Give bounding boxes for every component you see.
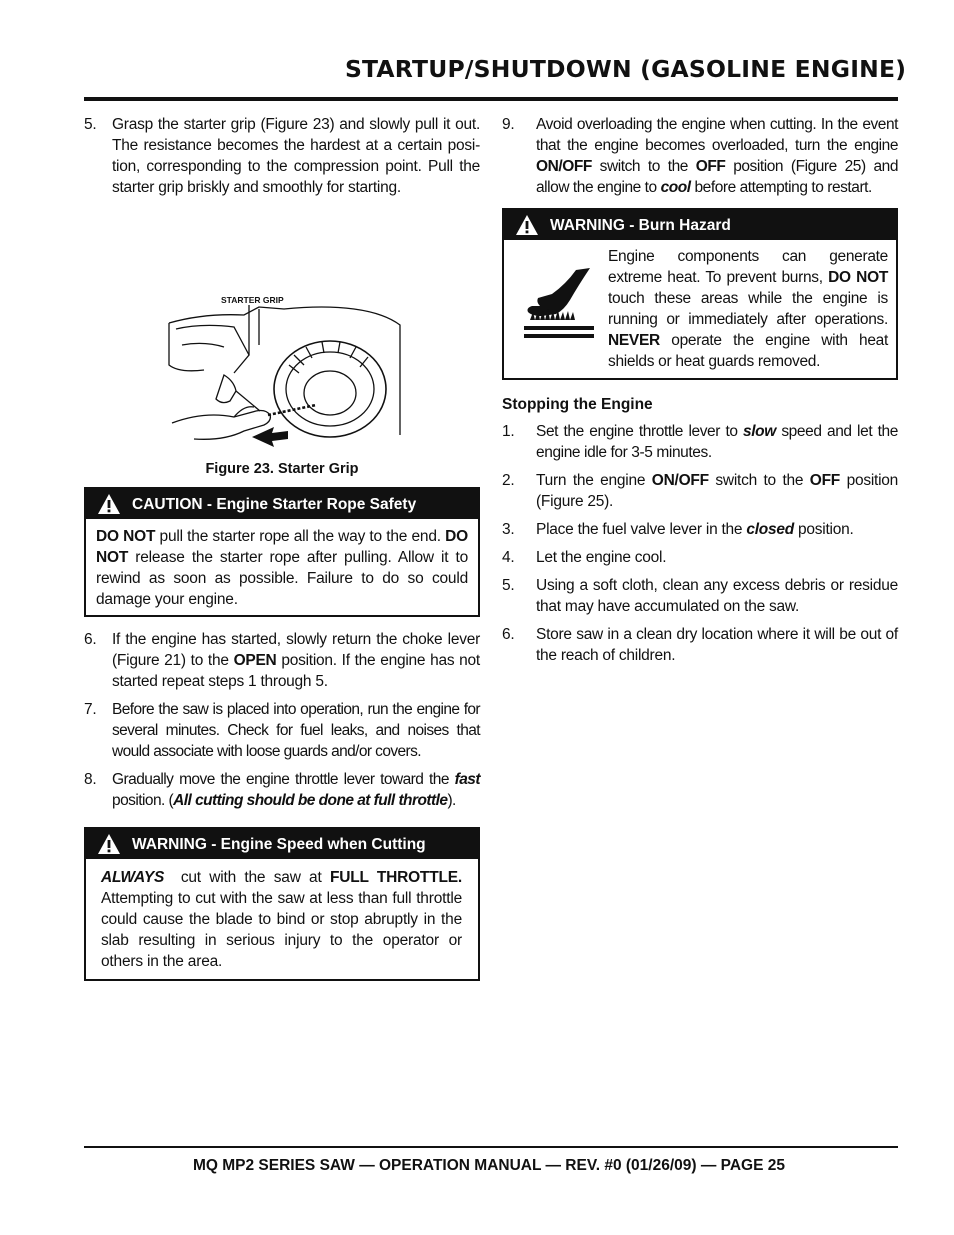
step-number: 5. (84, 116, 97, 133)
right-column (502, 114, 898, 673)
stop-step-5: 5. Using a soft cloth, clean any excess debris or residue that may have accumulated on the saw. (502, 577, 898, 615)
stop-step-6: 6. Store saw in a clean dry location where it will be out of the reach of children. (502, 626, 898, 664)
section-heading: Stopping the Engine (502, 396, 653, 413)
step-8: 8. Gradually move the engine throttle lever toward the fast position. (All cutting should be done at full throttle). (84, 771, 480, 809)
burn-warning-title: WARNING - Burn Hazard (550, 216, 731, 234)
speed-warning-box (84, 827, 480, 981)
starter-grip-illustration (84, 205, 480, 455)
stop-step-2: 2. Turn the engine ON/OFF switch to the OFF position (Figure 25). (502, 472, 898, 510)
step-6: 6. If the engine has started, slowly return the choke lever (Figure 21) to the OPEN position. If the engine has not started repeat steps 1 through 5. (84, 631, 480, 690)
page-title: STARTUP/SHUTDOWN (GASOLINE ENGINE) (344, 57, 907, 83)
figure-caption: Figure 23. Starter Grip (205, 461, 359, 477)
caution-header (86, 489, 478, 519)
hot-surface-hand-icon (508, 246, 608, 372)
left-column (84, 114, 480, 993)
warning-triangle-icon (504, 214, 550, 236)
step-9: 9. Avoid overloading the engine when cutting. In the event that the engine becomes overloaded, turn the engine ON/OFF switch to the OFF position (Figure 25) and allow the engine to cool before attempting to restart. (502, 116, 899, 196)
speed-warning-header (86, 829, 478, 859)
warning-triangle-icon (86, 833, 132, 855)
warning-triangle-icon (86, 493, 132, 515)
title-rule (84, 97, 898, 101)
speed-warning-text: ALWAYS cut with the saw at FULL THROTTLE. Attempting to cut with the saw at less than full throttle could cause the blade to bind or stop abruptly in the slab resulting in serious injury to the operator or others in the area. (101, 869, 462, 970)
burn-warning-text: Engine components can generate extreme heat. To prevent burns, DO NOT touch these areas while the engine is running or immediately after operations. NEVER operate the engine with heat shields or heat guards removed. (608, 248, 888, 370)
figure-label: STARTER GRIP (221, 295, 284, 305)
step-5 (84, 114, 480, 198)
stop-step-4: 4. Let the engine cool. (502, 549, 667, 566)
burn-warning-header (504, 210, 896, 240)
stop-step-3: 3. Place the fuel valve lever in the closed position. (502, 521, 854, 538)
step-text: Grasp the starter grip (Figure 23) and slowly pull it out. The resistance becomes the hardest at a certain posi-tion, corresponding to the compression point. Pull the starter grip briskly and smoothly for starting. (112, 116, 480, 196)
caution-text: DO NOT pull the starter rope all the way to the end. DO NOT release the starter rope after pulling. Allow it to rewind as soon as possible. Failure to do so could damage your engine. (96, 528, 468, 608)
stop-step-1: 1. Set the engine throttle lever to slow speed and let the engine idle for 3-5 minutes. (502, 423, 899, 461)
burn-warning-box (502, 208, 898, 380)
footer-rule (84, 1146, 898, 1148)
caution-title: CAUTION - Engine Starter Rope Safety (132, 495, 417, 513)
caution-box (84, 487, 480, 617)
speed-warning-title: WARNING - Engine Speed when Cutting (132, 835, 426, 853)
starter-grip-figure (84, 205, 480, 477)
page-footer: MQ MP2 SERIES SAW — OPERATION MANUAL — REV. #0 (01/26/09) — PAGE 25 (192, 1157, 785, 1174)
step-7: 7. Before the saw is placed into operation, run the engine for several minutes. Check for fuel leaks, and noises that would associate with loose guards and/or covers. (84, 701, 480, 760)
